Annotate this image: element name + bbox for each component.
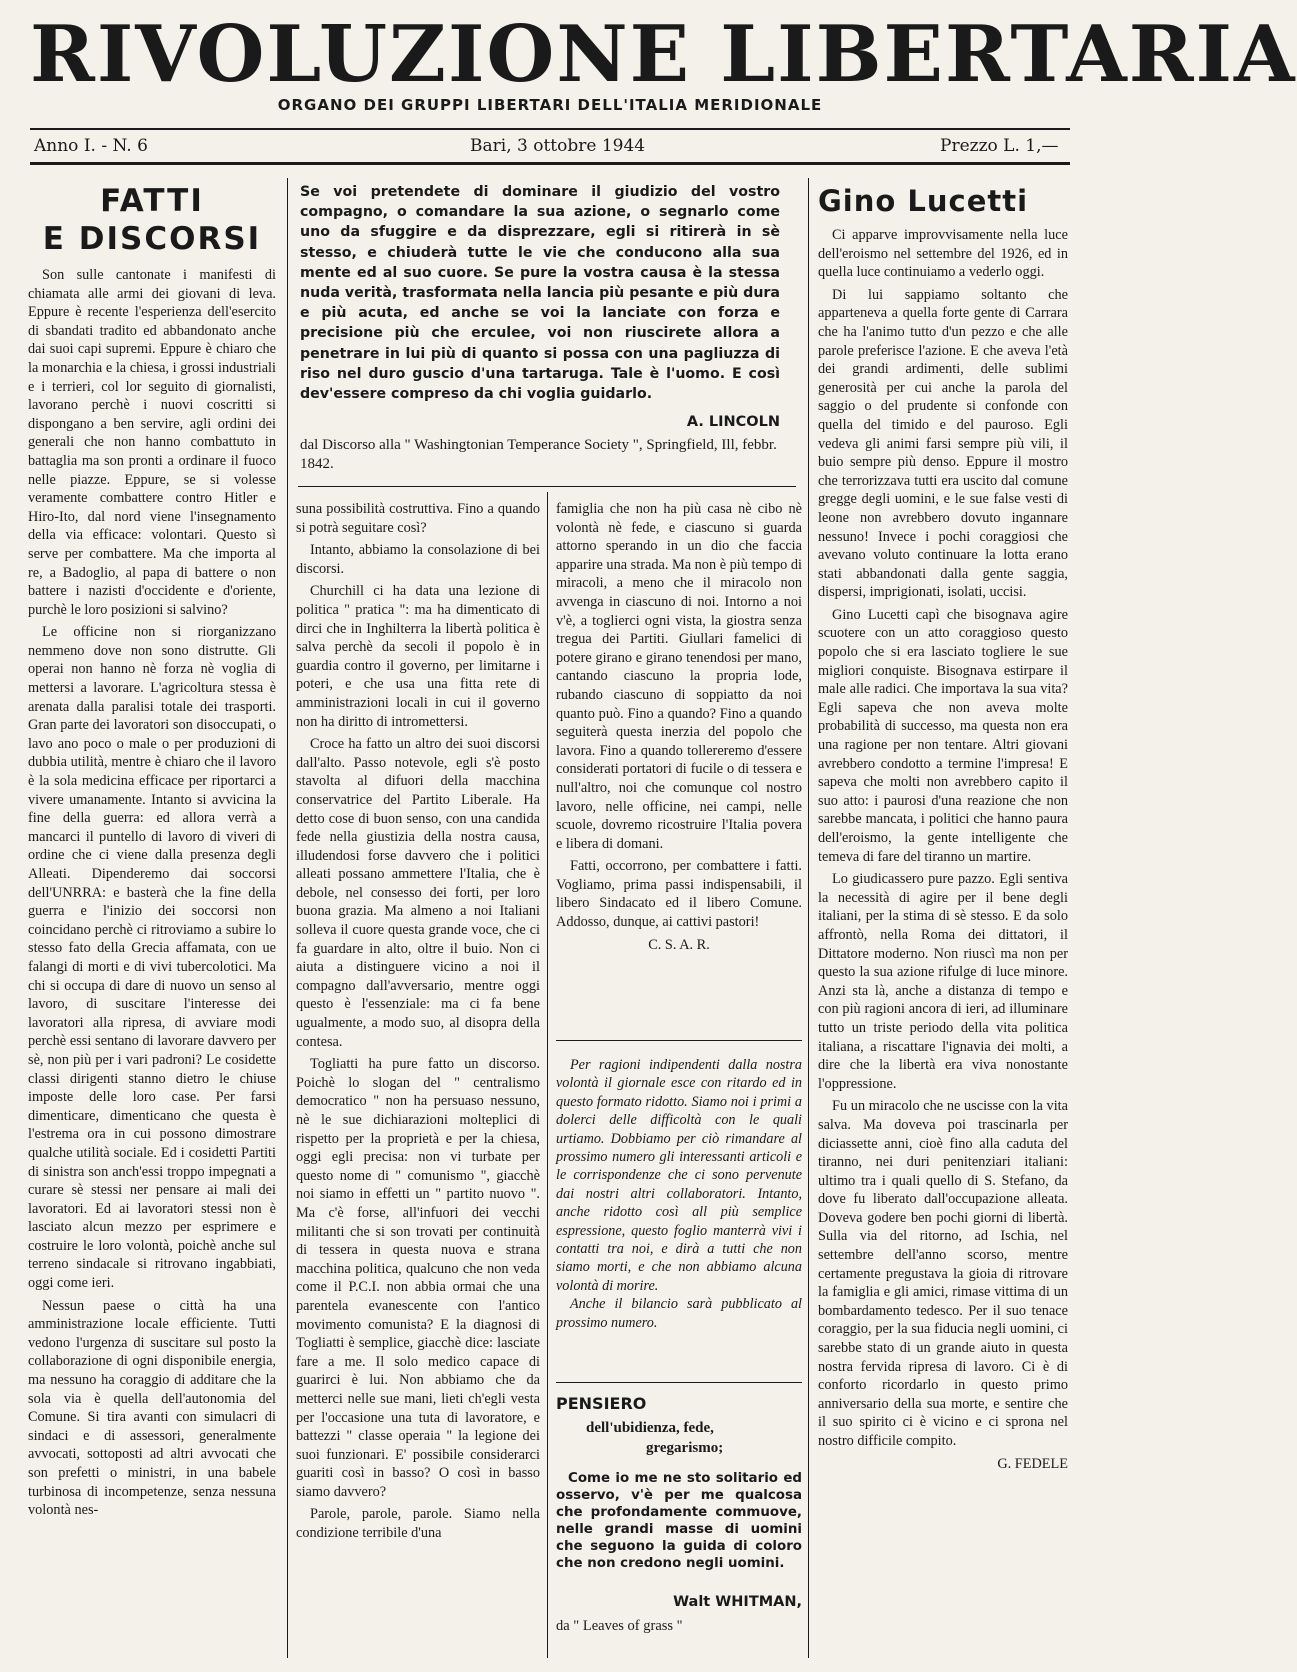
third-column [556, 500, 802, 1030]
pensiero-subtitle [556, 1418, 802, 1458]
column-rule-right [808, 178, 809, 1658]
pensiero-subtitle-line1: dell'ubidienza, fede, [586, 1420, 714, 1436]
lucetti-paragraph: Di lui sappiamo soltanto che apparteneva a quella forte gente di Carrara che ha l'animo tutto d'un pezzo e che alle parole preferisce l'azione. E che aveva l'età dei grandi ardimenti, delle sublimi generosità per cui anche la parola del saggio o del prudente si confonde con quella del timido e del pauroso. Egli vedeva gli animi farsi sempre più vili, il buio sempre più denso. Eppure il mostro che terrorizzava tutti era uscito dal comune gregge degli uomini, e le sue false vesti di leone non avrebbero dovuto ingannare nessuno! Invece i pochi coraggiosi che avevano voluto continuare la lotta erano stati abbandonati dalla gente saggia, dispersi, imprigionati, isolati, uccisi. [818, 286, 1068, 601]
top-rule [30, 128, 1070, 130]
lucetti-column [818, 182, 1068, 1664]
notice-rule-top [556, 1040, 802, 1041]
pensiero-author: Walt WHITMAN, [673, 1594, 802, 1610]
third-signature: C. S. A. R. [648, 936, 710, 953]
middle-paragraph: Intanto, abbiamo la consolazione di bei discorsi. [296, 542, 540, 577]
fatti-title-line2: E DISCORSI [42, 221, 262, 257]
lincoln-quote-source: dal Discorso alla " Washingtonian Temperance Society ", Springfield, Ill, febbr. 1842. [300, 437, 777, 472]
pensiero-subtitle-line2: gregarismo; [646, 1440, 724, 1456]
masthead-title: RIVOLUZIONE LIBERTARIA [30, 9, 1297, 100]
middle-paragraph: Churchill ci ha data una lezione di politica " pratica ": ma ha dimenticato di dirci che in Inghilterra la libertà politica è salva perchè da secoli il popolo è in guardia contro il governo, per limitarne i poteri, e che usa una fitta rete di amministrazioni locali in cui il governo non ha diritto di intromettersi. [296, 583, 540, 730]
column-rule-middle [547, 492, 548, 1658]
middle-paragraph: Croce ha fatto un altro dei suoi discorsi dall'alto. Passo notevole, egli s'è posto stavolta al difuori della macchina conservatrice del Partito Liberale. Ha detto cose di buon senso, con una candida fede nella giustizia della nostra causa, illudendosi forse davvero che i politici alleati possano ammettere l'Italia, che è debole, nel consesso dei forti, per loro buona grazia. Ma almeno a noi Italiani solleva il cuore questa grande voce, che ci fa guardare in alto, oltre il buio. Non ci aiuta a distinguere vicino a noi il compagno dall'avversario, mentre oggi questo è l'essenziale: ma ci fa bene ugualmente, a modo suo, al disopra della contesa. [296, 736, 540, 1050]
fatti-paragraph: Nessun paese o città ha una amministrazione locale efficiente. Tutti vedono l'urgenza di suscitare sul posto la collaborazione di ogni disponibile energia, ma nessuno ha coraggio di additare che la sola via è quella dell'autonomia del Comune. Si tira avanti con simulacri di sindaci e di assessori, generalmente avvocati, sottoposti ad altri avvocati che son prefetti o ministri, in una babele turbinosa di incompetenze, senza nessuna volontà nes- [28, 1297, 276, 1519]
third-paragraph: Fatti, occorrono, per combattere i fatti. Vogliamo, prima passi indispensabili, il libero Sindacato ed il libero Comune. Addosso, dunque, ai cattivi pastori! [556, 858, 802, 931]
lucetti-paragraph: Lo giudicassero pure pazzo. Egli sentiva la necessità di agire per il bene degli italiani, per la stima di sè stesso. E da solo affrontò, nella Roma dei dittatori, il Dittatore moderno. Non riuscì ma non per questo la sua azione rifulge di luce minore. Anzi sta là, anche a distanza di tempo e con più ragioni ancora di ieri, ad illuminare tutto un triste periodo della vita politica italiana, a riscattare l'ignavia dei molti, a dire che la libertà era viva nonostante l'oppressione. [818, 871, 1068, 1092]
notice-rule-bottom [556, 1382, 802, 1383]
pensiero-text: Come io me ne sto solitario ed osservo, v'è per me qualcosa che profondamente commuove, nelle grandi masse di uomini che seguono la guida di coloro che non credono negli uomini. [556, 1471, 802, 1571]
masthead-subtitle: ORGANO DEI GRUPPI LIBERTARI DELL'ITALIA MERIDIONALE [277, 96, 823, 114]
notice-paragraph: Anche il bilancio sarà pubblicato al prossimo numero. [556, 1296, 802, 1331]
notice-paragraph: Per ragioni indipendenti dalla nostra volontà il giornale esce con ritardo ed in questo formato ridotto. Siamo noi i primi a dolerci delle difficoltà con le quali urtiamo. Dobbiamo per ciò rimandare al prossimo numero gli interessanti articoli e le corrispondenze che ci sono pervenute dai nostri altri collaboratori. Intanto, anche ridotto così all più semplice espressione, questo foglio manterrà vivi i contatti tra noi, e dirà a tutti che non siamo morti, e che non abbiamo alcuna volontà di morire. [556, 1057, 802, 1294]
middle-paragraph: Togliatti ha pure fatto un discorso. Poichè lo slogan del " centralismo democratico " non ha persuaso nessuno, nè le sue dichiarazioni molteplici di rispetto per la proprietà e per la chiesa, oggi egli precisa: non vi turbate per questo nome di " comunismo ", giacchè noi siamo in effetti un " partito nuovo ". Ma c'è forse, all'infuori dei vecchi militanti che si son trovati per continuità di tessera in questa nuova e strana macchina politica, qualcuno che non veda come il P.C.I. non abbia ormai che una parentela evanescente con l'antico movimento comunista? E la diagnosi di Togliatti è semplice, giacchè dice: lasciate fare a me. Il solo medico capace di guarirci è lui. Non abbiamo che da metterci nelle sue mani, lieti ch'egli vesta per l'occasione una tuta di lavoratore, e battezzi " classe operaia " la legione dei suoi funzionari. E' possibile considerarci guariti così in basso? O così in basso siamo davvero? [296, 1056, 540, 1500]
lucetti-paragraph: Ci apparve improvvisamente nella luce dell'eroismo nel settembre del 1926, ed in quella luce continuiamo a vederlo oggi. [818, 227, 1068, 281]
issue-price: Prezzo L. 1,— [940, 136, 1059, 156]
infobar-rule [30, 162, 1070, 165]
lucetti-paragraph: Gino Lucetti capì che bisognava agire scuotere con un atto coraggioso questo popolo che si era lasciato togliere le sue migliori conquiste. Bisognava estirpare il male alle radici. Che importava la sua vita? Egli sapeva che non aveva molte probabilità di successo, ma questa non era una ragione per non tentare. Altri giovani avrebbero condotto a termine l'impresa! E sapeva che molti non avrebbero capito il suo atto: i paurosi d'una reazione che non sarebbe mancata, i politici che hanno paura dell'eroismo, la gente intelligente che temeva di fare del tiranno un martire. [818, 606, 1068, 865]
third-paragraph: famiglia che non ha più casa nè cibo nè volontà nè fede, e ciascuno si guarda attorno sperando in un dio che faccia apparire una strada. Ma non è più tempo di miracoli, a meno che il miracolo non avvenga in ciascuno di noi. Intorno a noi v'è, a toglierci ogni vista, la giostra senza tregua dei Partiti. Giullari famelici di potere girano e girano tenendosi per mano, cantando ciascuno la propria lode, rubando ciascuno di soppiatto da noi quanto può. Fino a quando? Fino a quando seguiterà questa inerzia del popolo che lavora. Fino a quando tollereremo d'essere considerati portatori di fucile o di tessera e null'altro, noi che comunque col nostro lavoro, nelle officine, nei campi, nelle scuole, dovremo ricostruire l'Italia povera e libera di domani. [556, 501, 802, 852]
fatti-paragraph: Son sulle cantonate i manifesti di chiamata alle armi dei giovani di leva. Eppure è recente l'esperienza dell'esercito di sbandati tradito ed abbandonato anche dai suoi capi supremi. Eppure è chiaro che la monarchia e la chiesa, i grossi industriali e i terrieri, col lor seguito di giornalisti, lavorano perchè i nuovi coscritti si dispongano a ben servire, agli ordini dei generali che non hanno combattuto in battaglia ma son pronti a ordinare il fuoco nelle piazze. Eppure, se si volesse veramente combattere contro Hitler e Hiro-Ito, dal nord viene l'insegnamento della via efficace: volontari. Questo sì serve per combattere. Ma che importa al re, a Badoglio, al papa di battere o non battere i nazisti d'occidente e d'oriente, purchè le loro posizioni si salvino? [28, 267, 276, 618]
lucetti-paragraph: Fu un miracolo che ne uscisse con la vita salva. Ma doveva poi trascinarla per diciassette anni, cioè fino alla caduta del tiranno, nei duri penitenziari italiani: ultimo tra i quali quello di S. Stefano, da dove fu liberato dall'occupazione alleata. Doveva godere ben pochi giorni di libertà. Sulla via del ritorno, ad Ischia, nel settembre dell'anno scorso, mentre certamente pregustava la gioia di ritrovare la famiglia e gli amici, rimase vittima di un bombardamento tedesco. Per il suo tenace coraggio, per la sua fiducia negli uomini, ci sarebbe stato di un grande aiuto in questa nostra fervida ripresa di lavoro. Ci è di conforto ricordarlo in questo primo anniversario della sua morte, e sentire che il suo spirito ci è vicino e ci sprona nel nostro difficile compito. [818, 1098, 1068, 1449]
fatti-title [28, 182, 276, 258]
middle-paragraph: suna possibilità costruttiva. Fino a quando si potrà seguitare così? [296, 501, 540, 536]
issue-place-date: Bari, 3 ottobre 1944 [470, 136, 646, 156]
lincoln-quote: Se voi pretendete di dominare il giudizio del vostro compagno, o comandare la sua azione, o segnarlo come uno da sfuggire e da disprezzare, egli si ritirerà in sè stesso, e chiuderà tutte le vie che conducono alla sua mente ed al suo cuore. Se pure la vostra causa è la stessa nuda verità, trasformata nella lancia più pesante e più dura e più acuta, ed anche se voi la lanciate con forza e precisione più che erculee, voi non riuscirete allora a penetrare in lui più di quanto si possa con una pagliuzza di riso nel duro guscio d'una tartaruga. Tale è l'uomo. E così dev'essere compreso da chi voglia guidarlo. [300, 184, 780, 403]
quote-rule [298, 486, 796, 487]
fatti-column [28, 182, 276, 1664]
pensiero-source: da " Leaves of grass " [556, 1618, 683, 1634]
fatti-title-line1: FATTI [100, 183, 204, 219]
editorial-notice [556, 1056, 802, 1332]
middle-column [296, 500, 540, 1664]
issue-number: Anno I. - N. 6 [34, 136, 148, 156]
lucetti-title: Gino Lucetti [818, 184, 1029, 218]
lucetti-signature: G. FEDELE [997, 1455, 1068, 1472]
pensiero-title: PENSIERO [556, 1394, 647, 1413]
middle-paragraph: Parole, parole, parole. Siamo nella condizione terribile d'una [296, 1506, 540, 1542]
column-rule-left [287, 178, 288, 1658]
fatti-paragraph: Le officine non si riorganizzano nemmeno dove non sono distrutte. Gli operai non hanno nè forza nè voglia di mettersi a lavorare. L'agricoltura stessa è arenata dalla paralisi totale dei trasporti. Gran parte dei lavoratori son disoccupati, o lavo ano poco o male o per produzioni di dubbia utilità, mentre è chiaro che il lavoro è la sola medicina efficace per riportarci a vivere umanamente. Intanto si avvicina la fine della guerra: ed allora verrà a mancarci il puntello di lavoro di viveri di ordine che ci viene dalla presenza degli Alleati. Dipenderemo dai soccorsi dell'UNRRA: e basterà che la fine della guerra e l'inizio dei soccorsi non coincidano perchè ci ritroviamo a subire lo stesso fato della Grecia affamata, con ue falangi di morti e di vivi tubercolotici. Ma chi si occupa di dare di nuovo un senso al lavoro, di suscitare l'interesse dei lavoratori alla ripresa, di avviare modi perchè essi sentano di lavorare davvero per sè, non più per i vari padroni? Le cosidette classi dirigenti stanno dietro le chiuse imposte delle loro case. Per farsi dimenticare, dimenticano che questa è l'estrema ora in cui possono dimostrare qualche utilità sociale. Ed i cosidetti Partiti di sinistra son anch'essi troppo impegnati a curare sè stessi ner pensare ai mali dei lavoratori. Ed ai lavoratori stessi non è lasciato alcun mezzo per esprimere e costruire le loro volontà, poichè anche sul terreno sindacale si ritrovano ingabbiati, oggi come ieri. [28, 624, 276, 1292]
lincoln-quote-author: A. LINCOLN [686, 414, 780, 430]
